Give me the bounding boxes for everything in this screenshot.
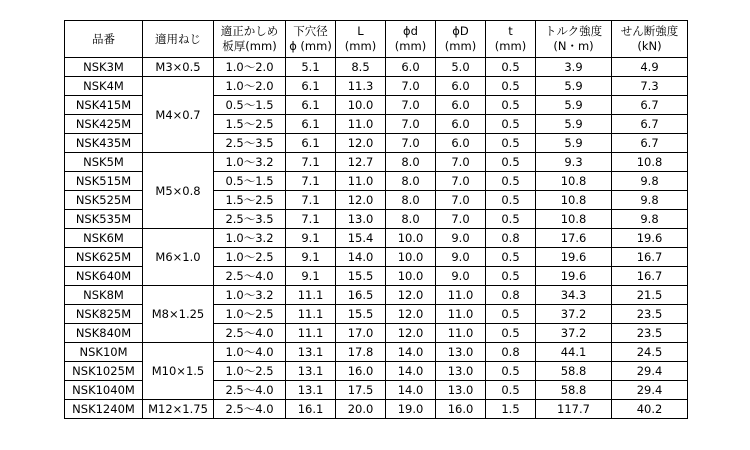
cell-hole-diameter: 5.1 [286, 58, 336, 77]
cell-hole-diameter: 13.1 [286, 362, 336, 381]
table-row [65, 153, 688, 172]
cell-body-diameter: 14.0 [386, 343, 436, 362]
cell-part-number: NSK1240M [65, 400, 143, 419]
cell-head-thickness: 0.5 [486, 115, 536, 134]
header-part-number-label: 品番 [92, 31, 115, 46]
cell-shear-strength: 29.4 [612, 362, 688, 381]
cell-thread: M4×0.7 [143, 77, 214, 153]
cell-head-diameter: 6.0 [436, 77, 486, 96]
cell-head-diameter: 6.0 [436, 96, 486, 115]
cell-body-diameter: 8.0 [386, 172, 436, 191]
cell-body-diameter: 7.0 [386, 134, 436, 153]
header-grip-range-line1: 適正かしめ [220, 24, 279, 38]
cell-hole-diameter: 6.1 [286, 115, 336, 134]
cell-body-diameter: 7.0 [386, 77, 436, 96]
cell-head-diameter: 6.0 [436, 115, 486, 134]
header-head-thickness-line2: (mm) [494, 39, 527, 53]
cell-torque-strength: 5.9 [536, 134, 612, 153]
cell-grip-range: 1.0～3.2 [214, 153, 286, 172]
cell-head-thickness: 0.5 [486, 324, 536, 343]
cell-body-diameter: 7.0 [386, 96, 436, 115]
cell-grip-range: 2.5～4.0 [214, 400, 286, 419]
header-shear-strength [612, 21, 688, 58]
header-part-number [65, 21, 143, 58]
cell-length: 20.0 [336, 400, 386, 419]
cell-body-diameter: 8.0 [386, 191, 436, 210]
cell-torque-strength: 19.6 [536, 267, 612, 286]
cell-head-thickness: 0.5 [486, 153, 536, 172]
header-head-thickness [486, 21, 536, 58]
header-hole-diameter [286, 21, 336, 58]
cell-shear-strength: 19.6 [612, 229, 688, 248]
cell-part-number: NSK840M [65, 324, 143, 343]
cell-hole-diameter: 16.1 [286, 400, 336, 419]
cell-head-diameter: 13.0 [436, 343, 486, 362]
cell-grip-range: 2.5～3.5 [214, 134, 286, 153]
cell-hole-diameter: 13.1 [286, 343, 336, 362]
cell-length: 12.0 [336, 191, 386, 210]
cell-torque-strength: 34.3 [536, 286, 612, 305]
cell-part-number: NSK515M [65, 172, 143, 191]
cell-hole-diameter: 6.1 [286, 77, 336, 96]
cell-torque-strength: 10.8 [536, 172, 612, 191]
cell-body-diameter: 10.0 [386, 267, 436, 286]
cell-thread: M12×1.75 [143, 400, 214, 419]
cell-part-number: NSK6M [65, 229, 143, 248]
cell-hole-diameter: 9.1 [286, 229, 336, 248]
cell-shear-strength: 6.7 [612, 115, 688, 134]
cell-torque-strength: 58.8 [536, 381, 612, 400]
cell-body-diameter: 8.0 [386, 210, 436, 229]
cell-length: 11.3 [336, 77, 386, 96]
cell-part-number: NSK640M [65, 267, 143, 286]
cell-part-number: NSK4M [65, 77, 143, 96]
cell-hole-diameter: 7.1 [286, 210, 336, 229]
cell-torque-strength: 5.9 [536, 96, 612, 115]
cell-grip-range: 1.0～2.5 [214, 305, 286, 324]
cell-grip-range: 1.0～2.5 [214, 248, 286, 267]
header-length-line2: (mm) [344, 39, 377, 53]
cell-grip-range: 2.5～4.0 [214, 267, 286, 286]
cell-head-thickness: 0.5 [486, 267, 536, 286]
header-body-diameter-line1: ϕd [403, 24, 418, 38]
cell-head-thickness: 0.5 [486, 96, 536, 115]
cell-hole-diameter: 9.1 [286, 248, 336, 267]
header-head-diameter-line1: ϕD [452, 24, 469, 38]
cell-body-diameter: 12.0 [386, 286, 436, 305]
cell-torque-strength: 37.2 [536, 305, 612, 324]
header-head-diameter [436, 21, 486, 58]
cell-grip-range: 1.0～2.5 [214, 362, 286, 381]
cell-head-diameter: 7.0 [436, 210, 486, 229]
cell-grip-range: 1.0～4.0 [214, 343, 286, 362]
cell-grip-range: 1.0～2.0 [214, 58, 286, 77]
cell-hole-diameter: 9.1 [286, 267, 336, 286]
cell-head-thickness: 0.5 [486, 305, 536, 324]
cell-grip-range: 1.0～2.0 [214, 77, 286, 96]
table-row [65, 286, 688, 305]
cell-head-diameter: 16.0 [436, 400, 486, 419]
header-shear-strength-line1: せん断強度 [620, 24, 679, 38]
cell-head-thickness: 0.5 [486, 191, 536, 210]
cell-shear-strength: 16.7 [612, 267, 688, 286]
cell-shear-strength: 23.5 [612, 305, 688, 324]
header-grip-range-line2: 板厚(mm) [222, 39, 277, 53]
cell-head-diameter: 7.0 [436, 172, 486, 191]
cell-thread: M8×1.25 [143, 286, 214, 343]
cell-part-number: NSK435M [65, 134, 143, 153]
header-torque-strength [536, 21, 612, 58]
cell-part-number: NSK825M [65, 305, 143, 324]
cell-thread: M6×1.0 [143, 229, 214, 286]
cell-head-thickness: 0.5 [486, 381, 536, 400]
cell-grip-range: 1.5～2.5 [214, 191, 286, 210]
cell-shear-strength: 9.8 [612, 172, 688, 191]
cell-hole-diameter: 13.1 [286, 381, 336, 400]
cell-length: 14.0 [336, 248, 386, 267]
cell-head-thickness: 0.5 [486, 172, 536, 191]
cell-length: 8.5 [336, 58, 386, 77]
cell-length: 15.4 [336, 229, 386, 248]
cell-body-diameter: 14.0 [386, 362, 436, 381]
header-head-diameter-line2: (mm) [444, 39, 477, 53]
cell-grip-range: 1.0～3.2 [214, 286, 286, 305]
cell-hole-diameter: 11.1 [286, 324, 336, 343]
cell-length: 17.0 [336, 324, 386, 343]
cell-body-diameter: 12.0 [386, 324, 436, 343]
cell-thread: M10×1.5 [143, 343, 214, 400]
cell-part-number: NSK5M [65, 153, 143, 172]
cell-shear-strength: 40.2 [612, 400, 688, 419]
cell-length: 15.5 [336, 305, 386, 324]
cell-body-diameter: 19.0 [386, 400, 436, 419]
cell-head-thickness: 0.5 [486, 210, 536, 229]
header-grip-range [214, 21, 286, 58]
cell-shear-strength: 16.7 [612, 248, 688, 267]
cell-head-diameter: 11.0 [436, 305, 486, 324]
cell-body-diameter: 7.0 [386, 115, 436, 134]
cell-shear-strength: 6.7 [612, 134, 688, 153]
cell-length: 17.5 [336, 381, 386, 400]
spec-table [64, 20, 688, 419]
cell-length: 12.7 [336, 153, 386, 172]
cell-body-diameter: 8.0 [386, 153, 436, 172]
cell-head-diameter: 5.0 [436, 58, 486, 77]
cell-length: 11.0 [336, 115, 386, 134]
cell-torque-strength: 5.9 [536, 115, 612, 134]
cell-part-number: NSK525M [65, 191, 143, 210]
cell-torque-strength: 9.3 [536, 153, 612, 172]
cell-head-diameter: 11.0 [436, 286, 486, 305]
cell-head-diameter: 11.0 [436, 324, 486, 343]
cell-head-diameter: 6.0 [436, 134, 486, 153]
cell-part-number: NSK1025M [65, 362, 143, 381]
cell-body-diameter: 12.0 [386, 305, 436, 324]
cell-head-thickness: 1.5 [486, 400, 536, 419]
cell-head-thickness: 0.5 [486, 77, 536, 96]
header-hole-diameter-line2: ϕ (mm) [289, 39, 332, 53]
cell-head-diameter: 9.0 [436, 248, 486, 267]
cell-head-diameter: 9.0 [436, 229, 486, 248]
header-body-diameter-line2: (mm) [394, 39, 427, 53]
cell-length: 13.0 [336, 210, 386, 229]
cell-part-number: NSK8M [65, 286, 143, 305]
cell-grip-range: 1.5～2.5 [214, 115, 286, 134]
cell-torque-strength: 58.8 [536, 362, 612, 381]
cell-head-thickness: 0.5 [486, 58, 536, 77]
cell-head-thickness: 0.5 [486, 134, 536, 153]
cell-shear-strength: 24.5 [612, 343, 688, 362]
header-torque-strength-line1: トルク強度 [544, 24, 603, 38]
cell-torque-strength: 3.9 [536, 58, 612, 77]
cell-hole-diameter: 7.1 [286, 191, 336, 210]
cell-hole-diameter: 6.1 [286, 134, 336, 153]
header-head-thickness-line1: t [508, 24, 513, 38]
table-row [65, 58, 688, 77]
cell-thread: M3×0.5 [143, 58, 214, 77]
table-row [65, 343, 688, 362]
header-row [65, 21, 688, 58]
cell-torque-strength: 117.7 [536, 400, 612, 419]
cell-length: 12.0 [336, 134, 386, 153]
table-row [65, 77, 688, 96]
cell-body-diameter: 10.0 [386, 248, 436, 267]
cell-part-number: NSK415M [65, 96, 143, 115]
cell-part-number: NSK425M [65, 115, 143, 134]
cell-shear-strength: 10.8 [612, 153, 688, 172]
cell-shear-strength: 23.5 [612, 324, 688, 343]
cell-part-number: NSK535M [65, 210, 143, 229]
cell-length: 16.5 [336, 286, 386, 305]
header-hole-diameter-line1: 下穴径 [293, 24, 328, 38]
table-row [65, 229, 688, 248]
cell-thread: M5×0.8 [143, 153, 214, 229]
cell-torque-strength: 10.8 [536, 191, 612, 210]
cell-grip-range: 2.5～4.0 [214, 381, 286, 400]
cell-grip-range: 0.5～1.5 [214, 96, 286, 115]
cell-head-diameter: 13.0 [436, 362, 486, 381]
cell-torque-strength: 5.9 [536, 77, 612, 96]
cell-length: 10.0 [336, 96, 386, 115]
cell-grip-range: 0.5～1.5 [214, 172, 286, 191]
cell-head-diameter: 7.0 [436, 153, 486, 172]
cell-head-diameter: 9.0 [436, 267, 486, 286]
cell-part-number: NSK625M [65, 248, 143, 267]
cell-shear-strength: 6.7 [612, 96, 688, 115]
header-length-line1: L [357, 24, 364, 38]
cell-torque-strength: 44.1 [536, 343, 612, 362]
cell-torque-strength: 17.6 [536, 229, 612, 248]
table-row [65, 400, 688, 419]
header-thread-label: 適用ねじ [155, 31, 201, 46]
cell-grip-range: 2.5～3.5 [214, 210, 286, 229]
cell-head-thickness: 0.8 [486, 286, 536, 305]
cell-hole-diameter: 7.1 [286, 172, 336, 191]
header-thread [143, 21, 214, 58]
cell-torque-strength: 10.8 [536, 210, 612, 229]
cell-head-thickness: 0.5 [486, 362, 536, 381]
header-body-diameter [386, 21, 436, 58]
cell-part-number: NSK10M [65, 343, 143, 362]
cell-part-number: NSK3M [65, 58, 143, 77]
cell-shear-strength: 29.4 [612, 381, 688, 400]
cell-hole-diameter: 11.1 [286, 286, 336, 305]
cell-body-diameter: 14.0 [386, 381, 436, 400]
cell-length: 11.0 [336, 172, 386, 191]
header-length [336, 21, 386, 58]
cell-head-thickness: 0.5 [486, 248, 536, 267]
cell-torque-strength: 37.2 [536, 324, 612, 343]
cell-length: 15.5 [336, 267, 386, 286]
header-shear-strength-line2: (kN) [637, 39, 662, 53]
cell-head-diameter: 7.0 [436, 191, 486, 210]
cell-shear-strength: 4.9 [612, 58, 688, 77]
cell-shear-strength: 7.3 [612, 77, 688, 96]
cell-shear-strength: 21.5 [612, 286, 688, 305]
cell-shear-strength: 9.8 [612, 210, 688, 229]
cell-head-diameter: 13.0 [436, 381, 486, 400]
cell-torque-strength: 19.6 [536, 248, 612, 267]
cell-hole-diameter: 11.1 [286, 305, 336, 324]
cell-length: 17.8 [336, 343, 386, 362]
cell-hole-diameter: 6.1 [286, 96, 336, 115]
header-torque-strength-line2: (N・m) [553, 39, 594, 53]
cell-body-diameter: 6.0 [386, 58, 436, 77]
cell-hole-diameter: 7.1 [286, 153, 336, 172]
cell-grip-range: 1.0～3.2 [214, 229, 286, 248]
spec-body [65, 58, 688, 419]
cell-head-thickness: 0.8 [486, 343, 536, 362]
cell-grip-range: 2.5～4.0 [214, 324, 286, 343]
cell-shear-strength: 9.8 [612, 191, 688, 210]
cell-length: 16.0 [336, 362, 386, 381]
cell-part-number: NSK1040M [65, 381, 143, 400]
cell-head-thickness: 0.8 [486, 229, 536, 248]
cell-body-diameter: 10.0 [386, 229, 436, 248]
